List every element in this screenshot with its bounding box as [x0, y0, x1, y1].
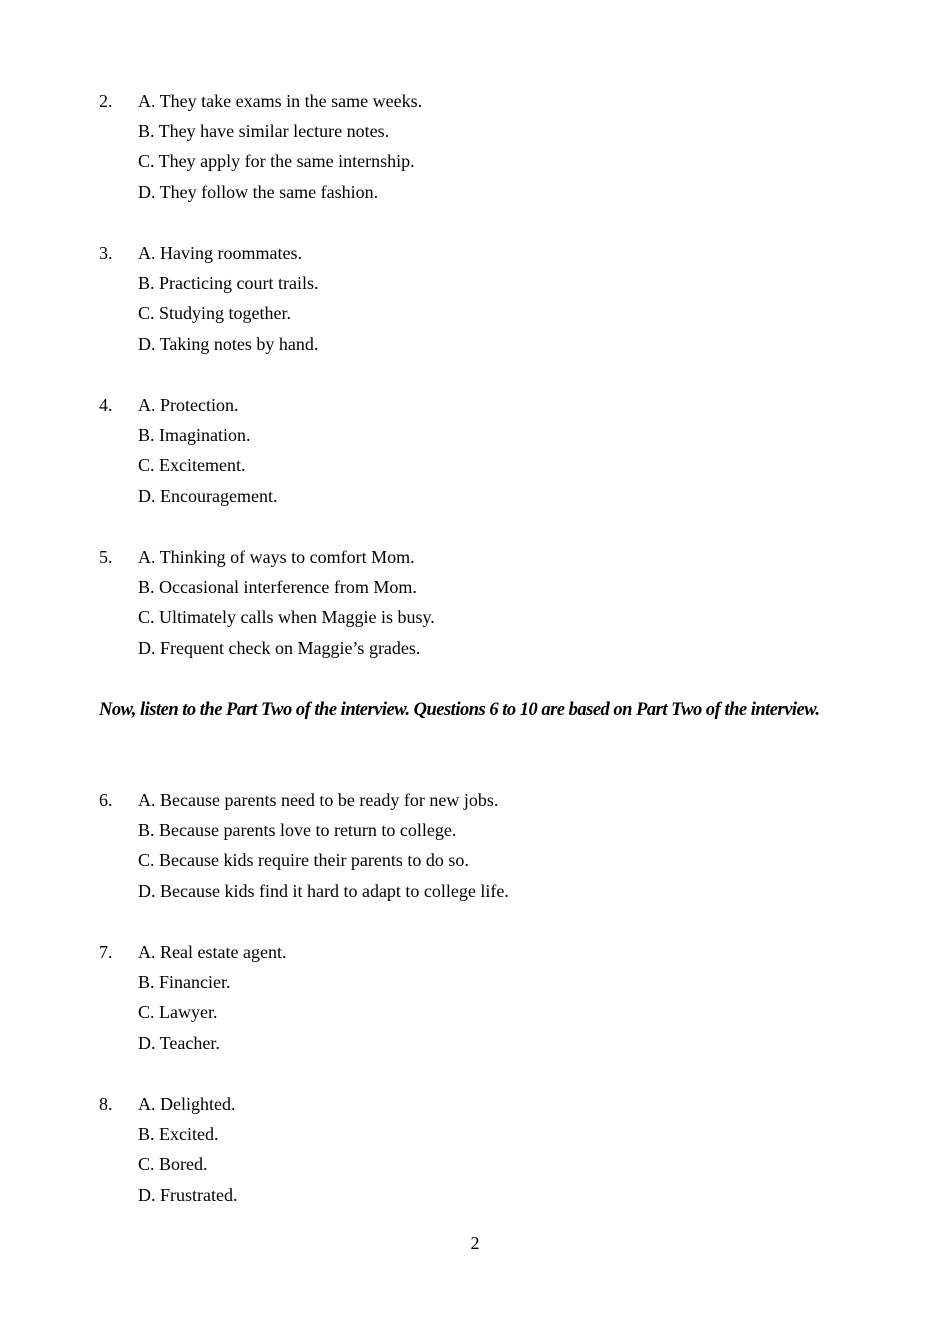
option-b: B. Imagination.	[138, 425, 251, 445]
option-d: D. Because kids find it hard to adapt to college life.	[138, 881, 509, 901]
option-d: D. Teacher.	[138, 1033, 220, 1053]
option-c: C. Lawyer.	[138, 1002, 218, 1022]
option-d: D. Taking notes by hand.	[138, 334, 319, 354]
question-number: 4.	[99, 395, 113, 415]
question-number: 7.	[99, 942, 113, 962]
option-c: C. Ultimately calls when Maggie is busy.	[138, 607, 435, 627]
option-b: B. Because parents love to return to college.	[138, 820, 457, 840]
part-two-instruction: Now, listen to the Part Two of the interview. Questions 6 to 10 are based on Part Two of the interview.	[99, 700, 820, 720]
option-c: C. Bored.	[138, 1154, 208, 1174]
option-c: C. Studying together.	[138, 303, 291, 323]
option-d: D. Frustrated.	[138, 1185, 238, 1205]
option-c: C. Because kids require their parents to do so.	[138, 850, 469, 870]
option-b: B. Occasional interference from Mom.	[138, 577, 417, 597]
question-number: 5.	[99, 547, 113, 567]
page-number: 2	[470, 1233, 480, 1253]
option-d: D. They follow the same fashion.	[138, 182, 379, 202]
option-c: C. Excitement.	[138, 455, 246, 475]
option-d: D. Encouragement.	[138, 486, 278, 506]
option-a: A. Protection.	[138, 395, 239, 415]
option-c: C. They apply for the same internship.	[138, 151, 415, 171]
option-a: A. Thinking of ways to comfort Mom.	[138, 547, 415, 567]
option-a: A. They take exams in the same weeks.	[138, 91, 423, 111]
question-number: 6.	[99, 790, 113, 810]
question-number: 2.	[99, 91, 113, 111]
option-b: B. Financier.	[138, 972, 231, 992]
option-a: A. Delighted.	[138, 1094, 236, 1114]
option-a: A. Having roommates.	[138, 243, 302, 263]
option-b: B. They have similar lecture notes.	[138, 121, 390, 141]
option-a: A. Real estate agent.	[138, 942, 287, 962]
option-d: D. Frequent check on Maggie’s grades.	[138, 638, 421, 658]
question-number: 8.	[99, 1094, 113, 1114]
option-a: A. Because parents need to be ready for new jobs.	[138, 790, 499, 810]
option-b: B. Excited.	[138, 1124, 219, 1144]
question-number: 3.	[99, 243, 113, 263]
option-b: B. Practicing court trails.	[138, 273, 319, 293]
